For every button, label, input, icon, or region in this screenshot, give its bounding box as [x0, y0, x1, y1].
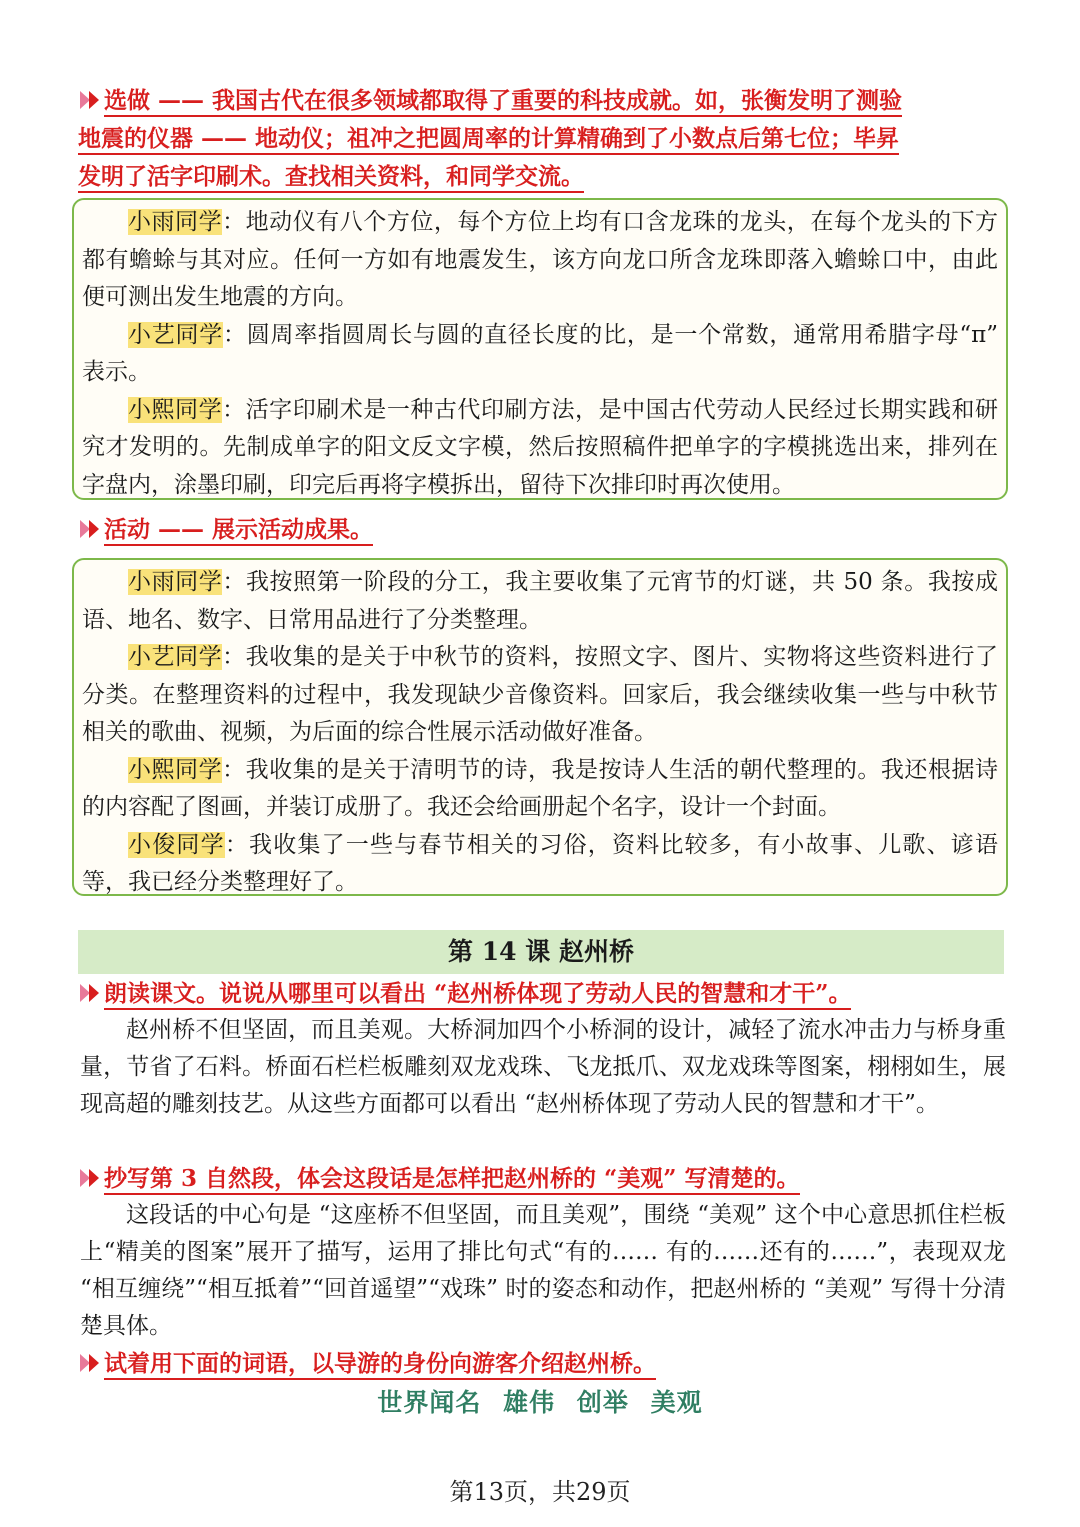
student-name: 小俊同学 — [128, 831, 225, 858]
optional-task-heading — [78, 82, 1008, 196]
question-2-title: 抄写第 3 自然段，体会这段话是怎样把赵州桥的 “美观” 写清楚的。 — [104, 1165, 800, 1195]
question-2-heading — [78, 1160, 1008, 1198]
answer-box-1 — [72, 198, 1008, 500]
answer-text: ：我按照第一阶段的分工，我主要收集了元宵节的灯谜，共 50 条。我按成语、地名、数字、日常用品进行了分类整理。 — [82, 569, 999, 633]
vocabulary-word: 美观 — [650, 1388, 703, 1417]
question-1-answer — [80, 1012, 1006, 1123]
answer-box-2 — [72, 558, 1008, 896]
answer-text: ：我收集了一些与春节相关的习俗，资料比较多，有小故事、儿歌、谚语等，我已经分类整理好了。 — [82, 831, 999, 895]
double-arrow-icon — [78, 1166, 102, 1190]
question-1-title: 朗读课文。说说从哪里可以看出 “赵州桥体现了劳动人民的智慧和才干”。 — [104, 980, 851, 1010]
double-arrow-icon — [78, 88, 102, 112]
optional-task-line-1: 选做 —— 我国古代在很多领域都取得了重要的科技成就。如，张衡发明了测验 — [104, 87, 902, 117]
double-arrow-icon — [78, 1351, 102, 1375]
optional-task-line-3: 发明了活字印刷术。查找相关资料，和同学交流。 — [78, 163, 584, 193]
student-answer — [82, 752, 998, 827]
activity-heading — [78, 511, 1008, 549]
answer-text: ：地动仪有八个方位，每个方位上均有口含龙珠的龙头，在每个龙头的下方都有蟾蜍与其对应。任何一方如有地震发生，该方向龙口所含龙珠即落入蟾蜍口中，由此便可测出发生地震的方向。 — [82, 209, 999, 310]
answer-text: ：我收集的是关于清明节的诗，我是按诗人生活的朝代整理的。我还根据诗的内容配了图画，并装订成册了。我还会给画册起个名字，设计一个封面。 — [82, 756, 999, 820]
student-answer — [82, 639, 998, 752]
activity-title: 活动 —— 展示活动成果。 — [104, 516, 373, 546]
page-number: 第13页，共29页 — [449, 1478, 631, 1506]
student-name: 小雨同学 — [128, 569, 223, 595]
question-1-heading — [78, 975, 1008, 1013]
student-answer — [82, 317, 998, 392]
answer-text: ：圆周率指圆周长与圆的直径长度的比，是一个常数，通常用希腊字母“π” 表示。 — [82, 321, 998, 385]
vocabulary-word: 雄伟 — [503, 1388, 556, 1417]
student-answer — [82, 204, 998, 317]
vocabulary-word: 世界闻名 — [377, 1388, 482, 1417]
student-name: 小熙同学 — [128, 396, 223, 423]
student-answer — [82, 392, 998, 505]
lesson-title: 第 14 课 赵州桥 — [78, 930, 1004, 974]
student-answer — [82, 827, 998, 902]
answer-paragraph: 赵州桥不但坚固，而且美观。大桥洞加四个小桥洞的设计，减轻了流水冲击力与桥身重量，节省了石料。桥面石栏栏板雕刻双龙戏珠、飞龙抵爪、双龙戏珠等图案，栩栩如生，展现高超的雕刻技艺。从这些方面都可以看出 “赵州桥体现了劳动人民的智慧和才干”。 — [80, 1017, 1006, 1117]
student-name: 小熙同学 — [128, 756, 223, 783]
vocabulary-word: 创举 — [576, 1388, 629, 1417]
question-2-answer — [80, 1197, 1006, 1345]
student-answer — [82, 564, 998, 639]
vocabulary-words — [0, 1383, 1080, 1419]
question-3-heading — [78, 1345, 1008, 1383]
student-name: 小艺同学 — [128, 321, 224, 348]
answer-text: ：我收集的是关于中秋节的资料，按照文字、图片、实物将这些资料进行了分类。在整理资料的过程中，我发现缺少音像资料。回家后，我会继续收集一些与中秋节相关的歌曲、视频，为后面的综合性展示活动做好准备。 — [82, 644, 999, 745]
question-3-title: 试着用下面的词语，以导游的身份向游客介绍赵州桥。 — [104, 1350, 656, 1380]
double-arrow-icon — [78, 517, 102, 541]
double-arrow-icon — [78, 981, 102, 1005]
student-name: 小艺同学 — [128, 644, 223, 670]
optional-task-line-2: 地震的仪器 —— 地动仪；祖冲之把圆周率的计算精确到了小数点后第七位；毕昇 — [78, 125, 899, 155]
answer-text: ：活字印刷术是一种古代印刷方法，是中国古代劳动人民经过长期实践和研究才发明的。先制成单字的阳文反文字模，然后按照稿件把单字的字模挑选出来，排列在字盘内，涂墨印刷，印完后再将字模拆出，留待下次排印时再次使用。 — [82, 396, 999, 498]
student-name: 小雨同学 — [128, 209, 223, 235]
answer-paragraph: 这段话的中心句是 “这座桥不但坚固，而且美观”，围绕 “美观” 这个中心意思抓住栏板上“精美的图案”展开了描写，运用了排比句式“有的…… 有的……还有的……”，表现双龙 “相互缠绕”“相互抵着”“回首遥望”“戏珠” 时的姿态和动作，把赵州桥的 “美观” 写得十分清楚具体。 — [80, 1202, 1006, 1339]
